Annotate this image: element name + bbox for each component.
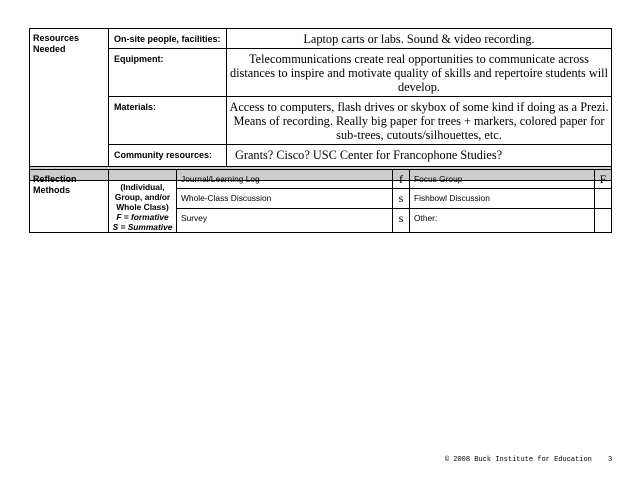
option-mark: s — [393, 208, 410, 232]
reflection-table — [29, 169, 612, 233]
note-summative: S = Summative — [112, 222, 173, 232]
option-mark — [595, 189, 612, 208]
page-number: 3 — [608, 456, 612, 463]
option-label: Survey — [177, 208, 393, 232]
page-footer — [445, 456, 612, 464]
materials-value: Access to computers, flash drives or skybox of some kind if doing as a Prezi. Means of recording. Really big paper for trees + markers, colored paper for sub-trees, cutouts/silhouettes, etc. — [227, 97, 612, 145]
note-line: (Individual, — [120, 182, 165, 192]
resources-row-equipment — [30, 49, 612, 97]
reflection-row — [30, 170, 612, 189]
note-line: Group, and/or — [114, 192, 171, 202]
onsite-value: Laptop carts or labs. Sound & video recording. — [227, 29, 612, 49]
option-mark: f — [393, 170, 410, 189]
resources-row-community — [30, 145, 612, 167]
option-mark — [595, 208, 612, 232]
resources-row-onsite — [30, 29, 612, 49]
option-label: Journal/Learning Log — [177, 170, 393, 189]
copyright-text: © 2008 Buck Institute for Education — [444, 456, 592, 464]
option-label: Fishbowl Discussion — [410, 189, 595, 208]
option-mark: s — [393, 189, 410, 208]
equipment-value: Telecommunications create real opportunities to communicate across distances to inspire and motivate quality of skills and repertoire students will develop. — [227, 49, 612, 97]
note-formative: F = formative — [116, 212, 169, 222]
option-mark: F — [595, 170, 612, 189]
option-label: Other: — [410, 208, 595, 232]
reflection-note — [109, 170, 177, 233]
resources-table — [29, 28, 612, 181]
resources-row-materials — [30, 97, 612, 145]
note-line: Whole Class) — [116, 202, 169, 212]
equipment-label: Equipment: — [109, 49, 227, 97]
reflection-header: Reflection Methods — [30, 170, 109, 233]
community-label: Community resources: — [109, 145, 227, 167]
option-label: Whole-Class Discussion — [177, 189, 393, 208]
onsite-label: On-site people, facilities: — [109, 29, 227, 49]
option-label: Focus Group — [410, 170, 595, 189]
resources-header: Resources Needed — [30, 29, 109, 167]
community-value: Grants? Cisco? USC Center for Francophone Studies? — [227, 145, 612, 167]
materials-label: Materials: — [109, 97, 227, 145]
